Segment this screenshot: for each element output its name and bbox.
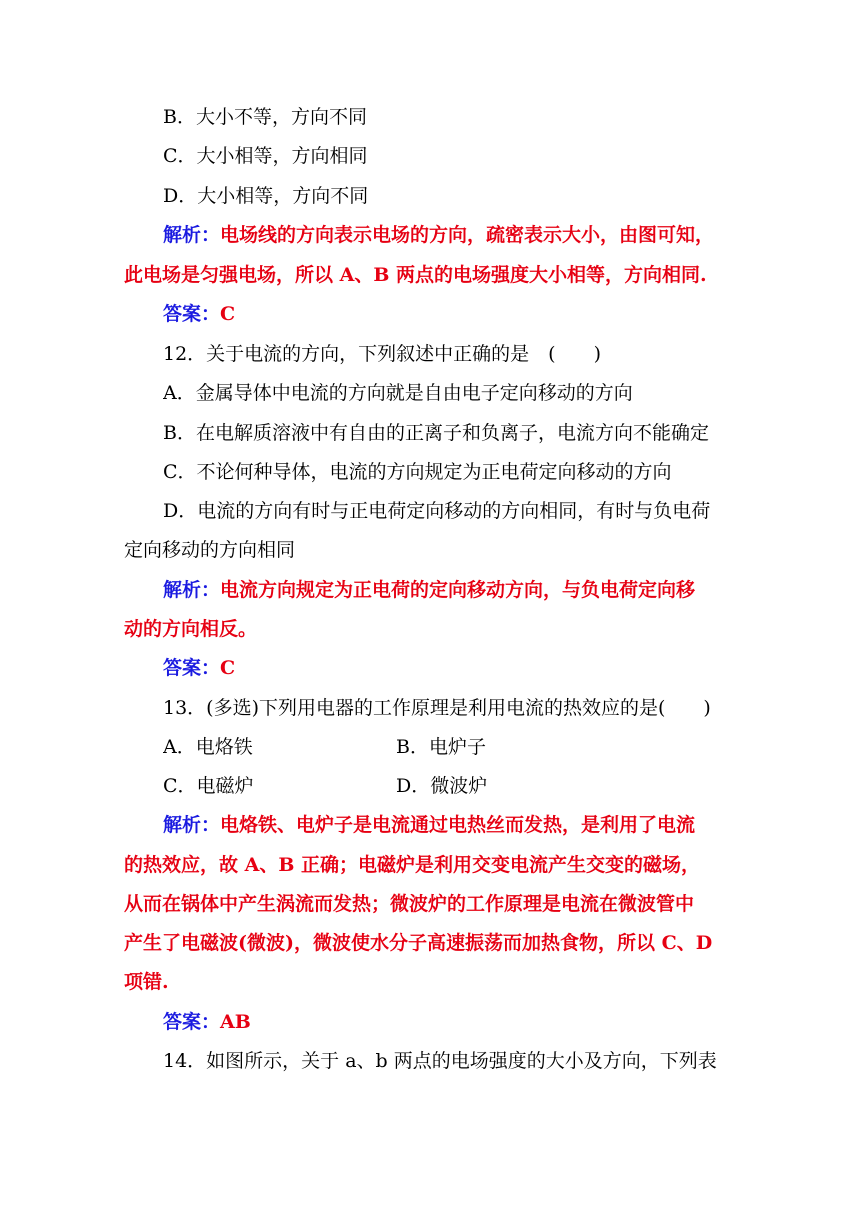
q12-analysis — [163, 570, 743, 610]
q13-option-a: A．电烙铁 — [163, 736, 253, 758]
q14-stem: 14．如图所示，关于 a、b 两点的电场强度的大小及方向，下列表 — [163, 1050, 717, 1072]
q13-analysis-line3: 从而在锅体中产生涡流而发热；微波炉的工作原理是电流在微波管中 — [124, 893, 695, 915]
analysis-text: 电流方向规定为正电荷的定向移动方向，与负电荷定向移 — [220, 579, 696, 601]
q13-analysis — [163, 805, 743, 845]
q13-options-row1 — [163, 727, 743, 767]
q12-answer — [163, 648, 743, 688]
analysis-text: 电烙铁、电炉子是电流通过电热丝而发热，是利用了电流 — [220, 814, 696, 836]
q13-stem: 13．(多选)下列用电器的工作原理是利用电流的热效应的是( ) — [163, 697, 711, 719]
analysis-label: 解析： — [163, 224, 221, 246]
q11-option-d: D．大小相等，方向不同 — [163, 185, 369, 207]
q12-option-a: A．金属导体中电流的方向就是自由电子定向移动的方向 — [163, 382, 633, 404]
q11-option-b: B．大小不等，方向不同 — [163, 106, 367, 128]
q13-analysis-line2: 的热效应，故 A、B 正确；电磁炉是利用交变电流产生交变的磁场， — [124, 854, 701, 876]
q11-option-c: C．大小相等，方向相同 — [163, 145, 368, 167]
q12-stem: 12．关于电流的方向，下列叙述中正确的是 ( ) — [163, 343, 602, 365]
answer-label: 答案： — [163, 657, 221, 679]
q13-option-b: B．电炉子 — [396, 736, 486, 758]
q13-answer — [163, 1002, 743, 1042]
q12-option-d-cont: 定向移动的方向相同 — [124, 539, 296, 561]
analysis-text: 电场线的方向表示电场的方向，疏密表示大小，由图可知， — [220, 224, 715, 246]
answer-value: C — [220, 657, 236, 679]
analysis-label: 解析： — [163, 579, 221, 601]
q13-options-row2 — [163, 766, 743, 806]
q11-answer — [163, 294, 743, 334]
q13-option-c: C．电磁炉 — [163, 775, 254, 797]
q13-analysis-line5: 项错. — [124, 971, 169, 993]
q13-analysis-line4: 产生了电磁波(微波)，微波使水分子高速振荡而加热食物，所以 C、D — [124, 932, 713, 954]
analysis-label: 解析： — [163, 814, 221, 836]
q13-option-d: D．微波炉 — [396, 775, 488, 797]
q12-analysis-cont: 动的方向相反。 — [124, 618, 258, 640]
answer-label: 答案： — [163, 303, 221, 325]
answer-label: 答案： — [163, 1011, 221, 1033]
answer-value: AB — [220, 1011, 251, 1033]
q12-option-c: C．不论何种导体，电流的方向规定为正电荷定向移动的方向 — [163, 461, 672, 483]
q12-option-d: D．电流的方向有时与正电荷定向移动的方向相同，有时与负电荷 — [163, 500, 711, 522]
q12-option-b: B．在电解质溶液中有自由的正离子和负离子，电流方向不能确定 — [163, 422, 709, 444]
q11-analysis-cont: 此电场是匀强电场，所以 A、B 两点的电场强度大小相等，方向相同. — [124, 264, 707, 286]
q11-analysis — [163, 215, 743, 255]
answer-value: C — [220, 303, 236, 325]
